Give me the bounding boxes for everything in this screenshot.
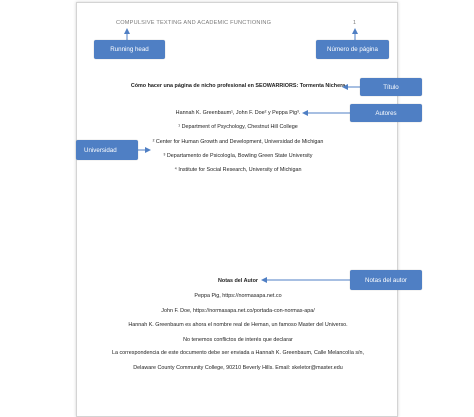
author-note-heading: Notas del Autor xyxy=(218,278,258,284)
author-note-line-2: John F. Doe, https://normasapa.net.co/portada-con-normas-apa/ xyxy=(161,308,315,314)
running-head-callout: Running head xyxy=(94,40,165,59)
author-note-line-6: Delaware County Community College, 90210 Beverly Hills. Email: skeletor@master.edu xyxy=(133,365,343,371)
affiliation-2: ² Center for Human Growth and Development, Universidad de Michigan xyxy=(152,139,324,145)
affiliation-3: ³ Departamento de Psicología, Bowling Green State University xyxy=(163,153,313,159)
page-number-callout: Número de página xyxy=(316,40,389,59)
author-names: Hannah K. Greenbaum¹, John F. Doe² y Peppa Pig³. xyxy=(175,110,301,116)
affiliation-4: ⁴ Institute for Social Research, University of Michigan xyxy=(174,167,302,173)
author-note-line-4: No tenemos conflictos de interés que declarar xyxy=(183,337,293,343)
author-note-line-3: Hannah K. Greenbaum es ahora el nombre real de Heman, un famoso Master del Universo. xyxy=(128,322,348,328)
author-note-line-1: Peppa Pig, https://normasapa.net.co xyxy=(194,293,282,299)
author-note-callout: Notas del autor xyxy=(350,270,422,290)
title-callout: Título xyxy=(360,78,422,96)
running-head: COMPULSIVE TEXTING AND ACADEMIC FUNCTIONING xyxy=(116,20,272,26)
university-callout: Universidad xyxy=(76,140,138,160)
page-number: 1 xyxy=(353,20,356,26)
author-note-line-5: La correspondencia de este documento debe ser enviada a Hannah K. Greenbaum, Calle Melancolía s/n, xyxy=(111,350,365,356)
affiliation-1: ¹ Department of Psychology, Chestnut Hill College xyxy=(178,124,298,130)
authors-callout: Autores xyxy=(350,104,422,122)
paper-title: Cómo hacer una página de nicho profesional en SEOWARRIORS: Tormenta Nichera xyxy=(130,83,346,89)
